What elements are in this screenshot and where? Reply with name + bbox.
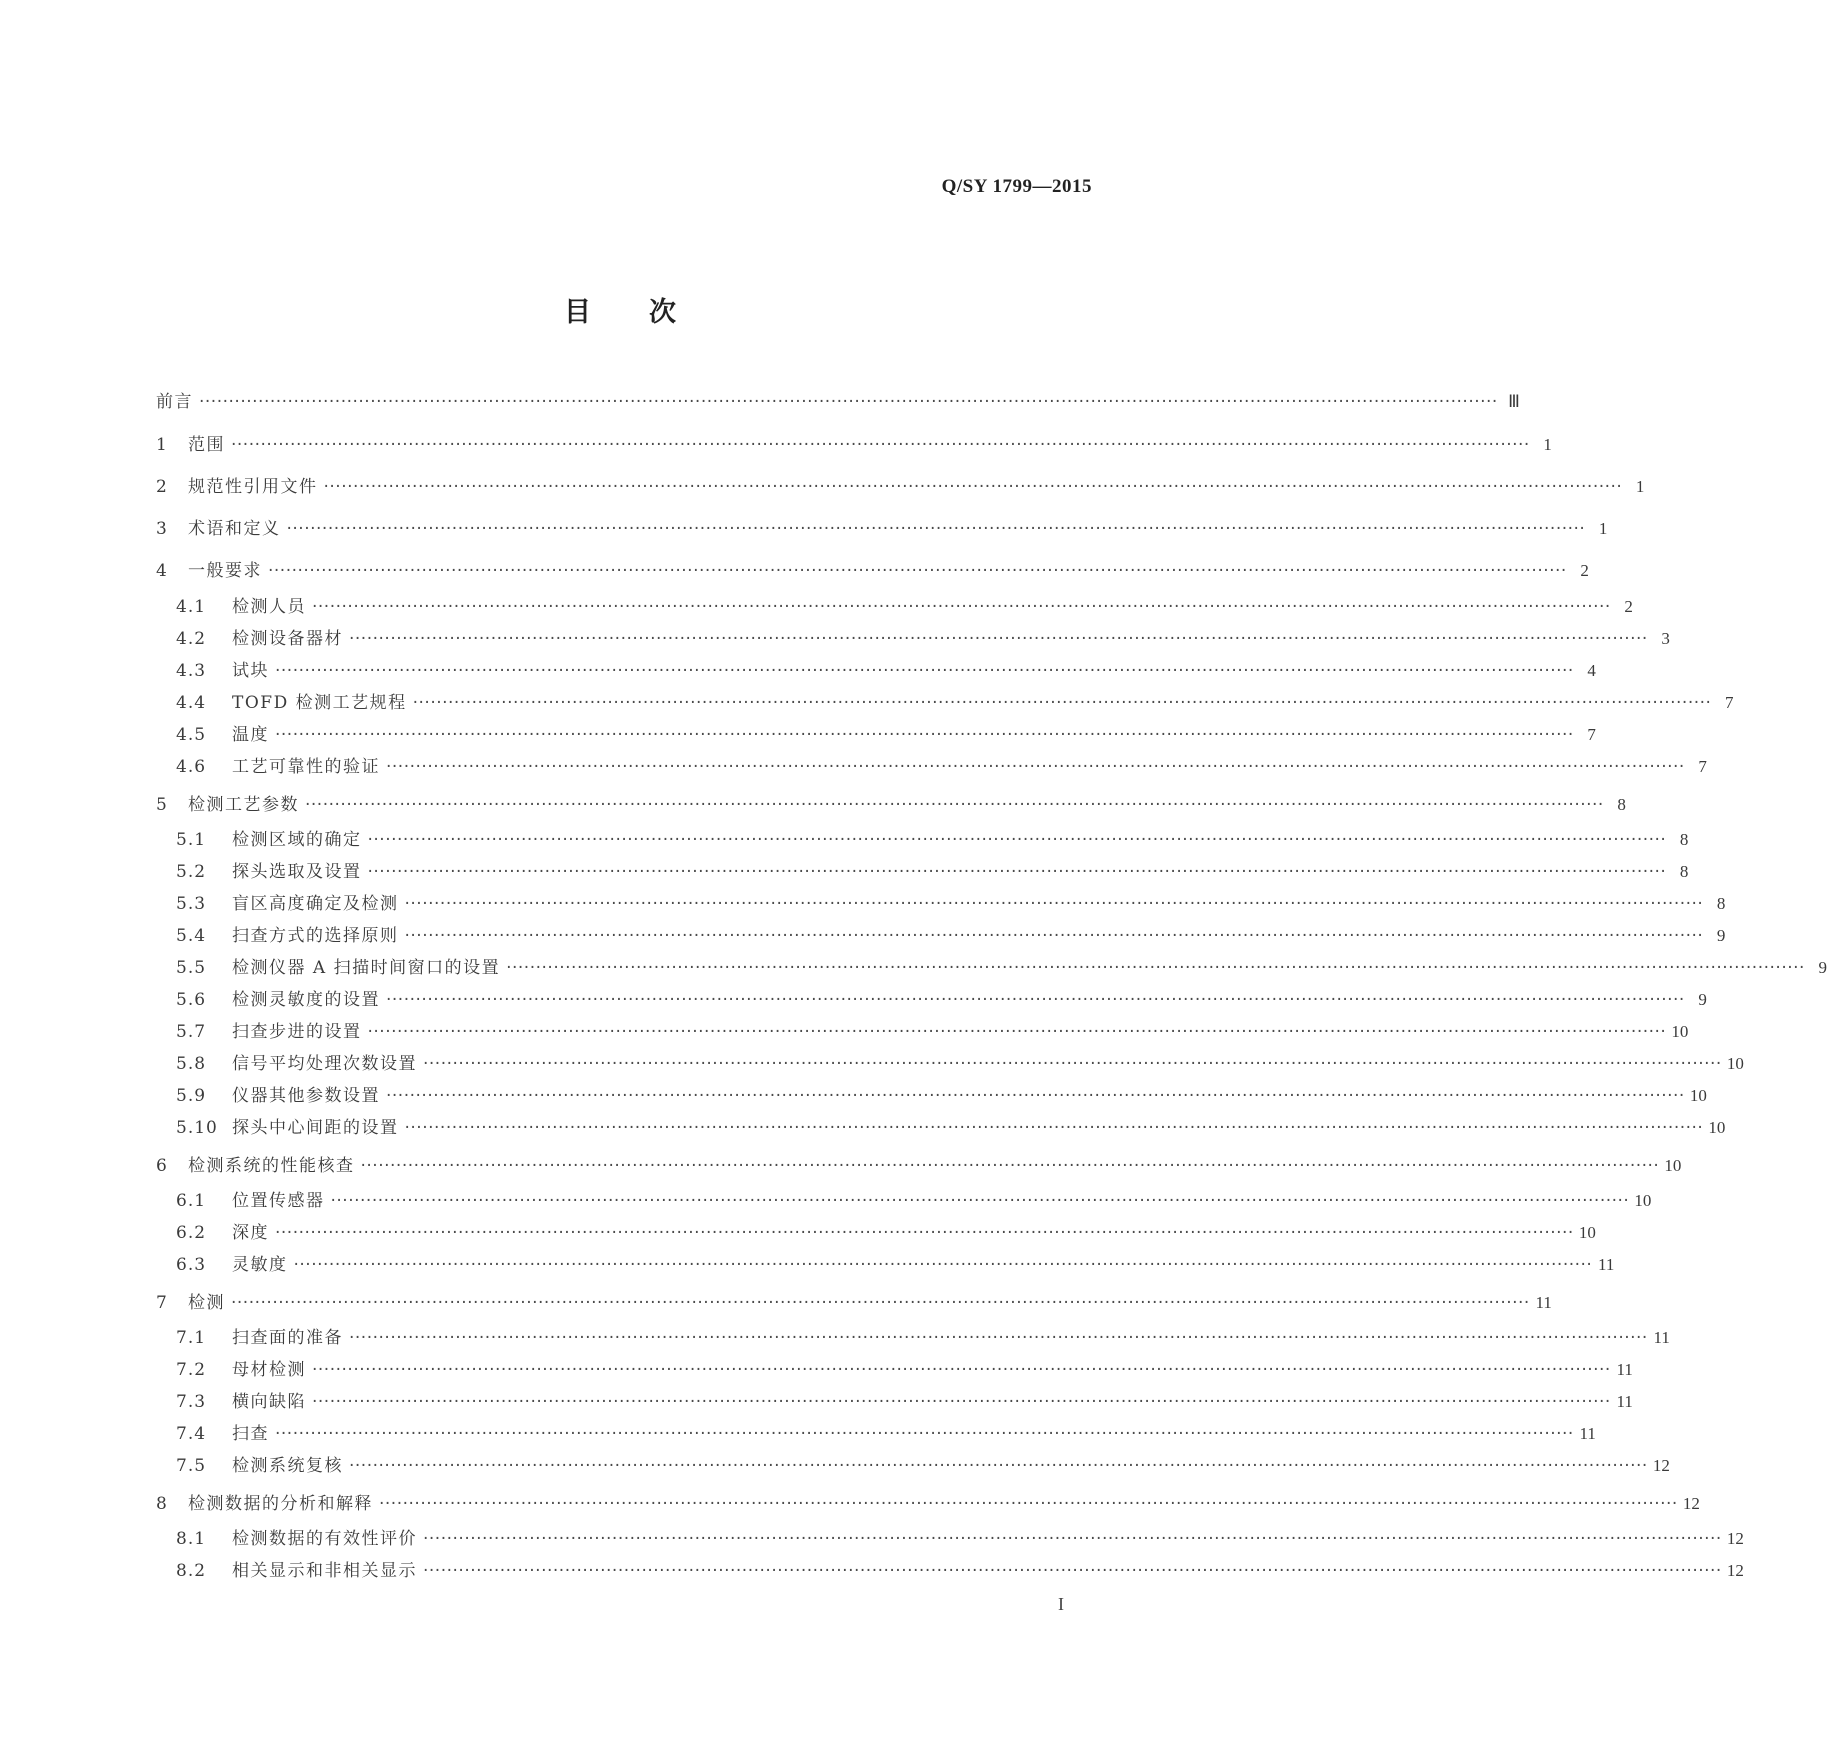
toc-section-row[interactable] <box>176 1387 1633 1417</box>
toc-entry-title: 灵敏度 <box>232 1255 288 1275</box>
toc-entry-title: TOFD 检测工艺规程 <box>232 693 407 713</box>
toc-entry-number: 5.4 <box>176 926 207 946</box>
toc-dot-leader: ···························································································································································································································· <box>360 1156 1660 1176</box>
toc-entry-page: 10 <box>1726 1054 1744 1073</box>
toc-entry-number: 7.3 <box>176 1392 207 1412</box>
toc-chapter-row[interactable] <box>156 1288 1552 1318</box>
toc-entry-number: 2 <box>156 477 168 497</box>
toc-dot-leader: ···························································································································································································································· <box>423 1529 1722 1549</box>
toc-section-row[interactable] <box>176 1250 1615 1280</box>
toc-section-row[interactable] <box>176 1355 1633 1385</box>
toc-entry-number: 4 <box>156 561 168 581</box>
toc-dot-leader: ···························································································································································································································· <box>268 561 1567 581</box>
toc-section-row[interactable] <box>176 1081 1707 1111</box>
toc-entry-number: 5.7 <box>176 1022 207 1042</box>
toc-chapter-row[interactable] <box>156 387 1520 417</box>
toc-dot-leader: ···························································································································································································································· <box>323 477 1623 497</box>
toc-entry-number: 6.3 <box>176 1255 207 1275</box>
toc-entry-title: 检测系统的性能核查 <box>188 1156 355 1176</box>
toc-section-row[interactable] <box>176 688 1734 718</box>
toc-entry-page: 10 <box>1664 1156 1682 1175</box>
toc-section-row[interactable] <box>176 1017 1689 1047</box>
toc-entry-page: 4 <box>1587 661 1596 680</box>
toc-entry-title: 相关显示和非相关显示 <box>232 1561 417 1581</box>
toc-entry-number: 6.1 <box>176 1191 207 1211</box>
toc-dot-leader: ···························································································································································································································· <box>275 1424 1574 1444</box>
toc-dot-leader: ···························································································································································································································· <box>367 862 1667 882</box>
toc-chapter-row[interactable] <box>156 1489 1700 1519</box>
toc-entry-title: 检测数据的有效性评价 <box>232 1529 417 1549</box>
toc-entry-page: 2 <box>1580 561 1589 580</box>
toc-entry-number: 5.3 <box>176 894 207 914</box>
toc-entry-page: 2 <box>1624 597 1633 616</box>
toc-entry-title: 探头选取及设置 <box>232 862 362 882</box>
toc-entry-page: 7 <box>1724 693 1734 712</box>
toc-entry-number: 4.5 <box>176 725 207 745</box>
toc-entry-number: 5.1 <box>176 830 207 850</box>
toc-section-row[interactable] <box>176 1419 1596 1449</box>
toc-entry-title: 扫查 <box>232 1424 269 1444</box>
toc-entry-page: 12 <box>1682 1494 1700 1513</box>
toc-section-row[interactable] <box>176 1218 1596 1248</box>
toc-chapter-row[interactable] <box>156 556 1589 586</box>
toc-entry-page: 10 <box>1578 1223 1596 1242</box>
toc-entry-title: 信号平均处理次数设置 <box>232 1054 417 1074</box>
page-title: 目次 <box>564 297 734 328</box>
toc-entry-title: 检测工艺参数 <box>188 795 299 815</box>
toc-entry-page: 8 <box>1679 830 1689 849</box>
toc-entry-title: 工艺可靠性的验证 <box>232 757 380 777</box>
toc-entry-page: 1 <box>1635 477 1645 496</box>
toc-entry-title: 母材检测 <box>232 1360 306 1380</box>
toc-entry-number: 4.2 <box>176 629 207 649</box>
toc-entry-title: 温度 <box>232 725 269 745</box>
toc-section-row[interactable] <box>176 656 1596 686</box>
toc-dot-leader: ···························································································································································································································· <box>312 1392 1611 1412</box>
toc-dot-leader: ···························································································································································································································· <box>412 693 1712 713</box>
toc-section-row[interactable] <box>176 857 1689 887</box>
toc-entry-number: 4.1 <box>176 597 207 617</box>
toc-entry-page: 3 <box>1661 629 1670 648</box>
toc-entry-title: 范围 <box>188 435 225 455</box>
toc-entry-page: 7 <box>1587 725 1596 744</box>
toc-entry-number: 6 <box>156 1156 168 1176</box>
toc-dot-leader: ···························································································································································································································· <box>349 1328 1648 1348</box>
toc-dot-leader: ···························································································································································································································· <box>231 1293 1530 1313</box>
toc-entry-number: 5.8 <box>176 1054 207 1074</box>
toc-entry-number: 7.2 <box>176 1360 207 1380</box>
toc-entry-title: 深度 <box>232 1223 269 1243</box>
toc-section-row[interactable] <box>176 825 1689 855</box>
toc-section-row[interactable] <box>176 953 1827 983</box>
toc-entry-page: 1 <box>1598 519 1608 538</box>
toc-entry-number: 5.5 <box>176 958 207 978</box>
toc-entry-number: 5 <box>156 795 168 815</box>
toc-dot-leader: ···························································································································································································································· <box>404 894 1704 914</box>
toc-chapter-row[interactable] <box>156 472 1645 502</box>
toc-entry-number: 7 <box>156 1293 168 1313</box>
toc-entry-title: 一般要求 <box>188 561 262 581</box>
toc-entry-number: 7.5 <box>176 1456 207 1476</box>
toc-chapter-row[interactable] <box>156 430 1552 460</box>
toc-entry-title: 检测设备器材 <box>232 629 343 649</box>
toc-entry-title: 横向缺陷 <box>232 1392 306 1412</box>
toc-dot-leader: ···························································································································································································································· <box>349 629 1648 649</box>
toc-section-row[interactable] <box>176 624 1670 654</box>
toc-dot-leader: ···························································································································································································································· <box>386 1086 1685 1106</box>
toc-dot-leader: ···························································································································································································································· <box>404 1118 1704 1138</box>
toc-entry-number: 7.1 <box>176 1328 207 1348</box>
toc-entry-number: 6.2 <box>176 1223 207 1243</box>
toc-entry-page: Ⅲ <box>1508 392 1520 411</box>
toc-entry-title: 仪器其他参数设置 <box>232 1086 380 1106</box>
toc-section-row[interactable] <box>176 1049 1744 1079</box>
toc-section-row[interactable] <box>176 1556 1744 1586</box>
toc-entry-number: 5.6 <box>176 990 207 1010</box>
toc-dot-leader: ···························································································································································································································· <box>379 1494 1678 1514</box>
toc-entry-number: 7.4 <box>176 1424 207 1444</box>
toc-dot-leader: ···························································································································································································································· <box>286 519 1586 539</box>
toc-entry-title: 检测灵敏度的设置 <box>232 990 380 1010</box>
toc-entry-number: 4.6 <box>176 757 207 777</box>
toc-dot-leader: ···························································································································································································································· <box>367 830 1667 850</box>
toc-entry-title: 检测区域的确定 <box>232 830 362 850</box>
toc-entry-page: 10 <box>1708 1118 1726 1137</box>
toc-entry-page: 9 <box>1716 926 1726 945</box>
toc-dot-leader: ···························································································································································································································· <box>275 661 1574 681</box>
toc-dot-leader: ···························································································································································································································· <box>423 1054 1722 1074</box>
toc-entry-number: 8.1 <box>176 1529 207 1549</box>
toc-entry-number: 4.4 <box>176 693 207 713</box>
toc-chapter-row[interactable] <box>156 514 1608 544</box>
toc-entry-title: 检测仪器 A 扫描时间窗口的设置 <box>232 958 501 978</box>
toc-entry-title: 检测系统复核 <box>232 1456 343 1476</box>
toc-section-row[interactable] <box>176 1186 1652 1216</box>
toc-section-row[interactable] <box>176 1451 1670 1481</box>
toc-dot-leader: ···························································································································································································································· <box>330 1191 1630 1211</box>
toc-entry-title: 术语和定义 <box>188 519 281 539</box>
toc-entry-title: 检测 <box>188 1293 225 1313</box>
toc-entry-number: 3 <box>156 519 168 539</box>
toc-entry-title: 探头中心间距的设置 <box>232 1118 399 1138</box>
standard-code: Q/SY 1799—2015 <box>941 176 1092 197</box>
toc-section-row[interactable] <box>176 1524 1744 1554</box>
toc-entry-page: 11 <box>1579 1424 1596 1443</box>
toc-dot-leader: ···························································································································································································································· <box>199 392 1498 412</box>
toc-dot-leader: ···························································································································································································································· <box>293 1255 1593 1275</box>
toc-entry-page: 11 <box>1616 1392 1633 1411</box>
toc-entry-number: 1 <box>156 435 168 455</box>
toc-entry-title: 扫查步进的设置 <box>232 1022 362 1042</box>
toc-entry-page: 12 <box>1652 1456 1670 1475</box>
footer-page-number: I <box>1058 1594 1064 1614</box>
toc-chapter-row[interactable] <box>156 790 1626 820</box>
toc-section-row[interactable] <box>176 1323 1670 1353</box>
toc-entry-title: 检测人员 <box>232 597 306 617</box>
toc-chapter-row[interactable] <box>156 1151 1682 1181</box>
toc-dot-leader: ···························································································································································································································· <box>506 958 1805 978</box>
toc-section-row[interactable] <box>176 720 1596 750</box>
toc-entry-page: 9 <box>1818 958 1827 977</box>
toc-entry-title: 规范性引用文件 <box>188 477 318 497</box>
toc-entry-page: 10 <box>1634 1191 1652 1210</box>
toc-dot-leader: ···························································································································································································································· <box>367 1022 1667 1042</box>
toc-entry-page: 11 <box>1535 1293 1552 1312</box>
toc-dot-leader: ···························································································································································································································· <box>404 926 1704 946</box>
toc-section-row[interactable] <box>176 1113 1726 1143</box>
toc-entry-page: 11 <box>1653 1328 1670 1347</box>
toc-dot-leader: ···························································································································································································································· <box>312 597 1611 617</box>
toc-entry-page: 12 <box>1726 1529 1744 1548</box>
toc-entry-title: 前言 <box>156 392 193 412</box>
toc-section-row[interactable] <box>176 889 1726 919</box>
toc-entry-title: 位置传感器 <box>232 1191 325 1211</box>
toc-dot-leader: ···························································································································································································································· <box>423 1561 1722 1581</box>
toc-entry-page: 9 <box>1698 990 1707 1009</box>
toc-entry-number: 8 <box>156 1494 168 1514</box>
toc-entry-page: 1 <box>1543 435 1552 454</box>
toc-entry-number: 5.10 <box>176 1118 218 1138</box>
toc-dot-leader: ···························································································································································································································· <box>386 990 1685 1010</box>
toc-entry-number: 5.2 <box>176 862 207 882</box>
toc-entry-title: 扫查方式的选择原则 <box>232 926 399 946</box>
toc-entry-page: 10 <box>1671 1022 1689 1041</box>
toc-dot-leader: ···························································································································································································································· <box>275 1223 1574 1243</box>
toc-entry-page: 8 <box>1617 795 1626 814</box>
toc-entry-page: 12 <box>1726 1561 1744 1580</box>
toc-entry-title: 试块 <box>232 661 269 681</box>
toc-dot-leader: ···························································································································································································································· <box>305 795 1604 815</box>
toc-entry-number: 4.3 <box>176 661 207 681</box>
toc-dot-leader: ···························································································································································································································· <box>275 725 1574 745</box>
toc-entry-page: 7 <box>1698 757 1707 776</box>
toc-entry-title: 扫查面的准备 <box>232 1328 343 1348</box>
toc-dot-leader: ···························································································································································································································· <box>231 435 1530 455</box>
toc-entry-page: 11 <box>1597 1255 1615 1274</box>
toc-section-row[interactable] <box>176 752 1707 782</box>
toc-entry-title: 检测数据的分析和解释 <box>188 1494 373 1514</box>
toc-entry-page: 11 <box>1616 1360 1633 1379</box>
toc-dot-leader: ···························································································································································································································· <box>349 1456 1648 1476</box>
toc-entry-page: 10 <box>1689 1086 1707 1105</box>
toc-dot-leader: ···························································································································································································································· <box>312 1360 1611 1380</box>
toc-dot-leader: ···························································································································································································································· <box>386 757 1685 777</box>
toc-section-row[interactable] <box>176 921 1726 951</box>
toc-entry-title: 盲区高度确定及检测 <box>232 894 399 914</box>
toc-entry-page: 8 <box>1716 894 1726 913</box>
toc-entry-number: 5.9 <box>176 1086 207 1106</box>
toc-section-row[interactable] <box>176 592 1633 622</box>
toc-entry-page: 8 <box>1679 862 1689 881</box>
toc-section-row[interactable] <box>176 985 1707 1015</box>
toc-entry-number: 8.2 <box>176 1561 207 1581</box>
